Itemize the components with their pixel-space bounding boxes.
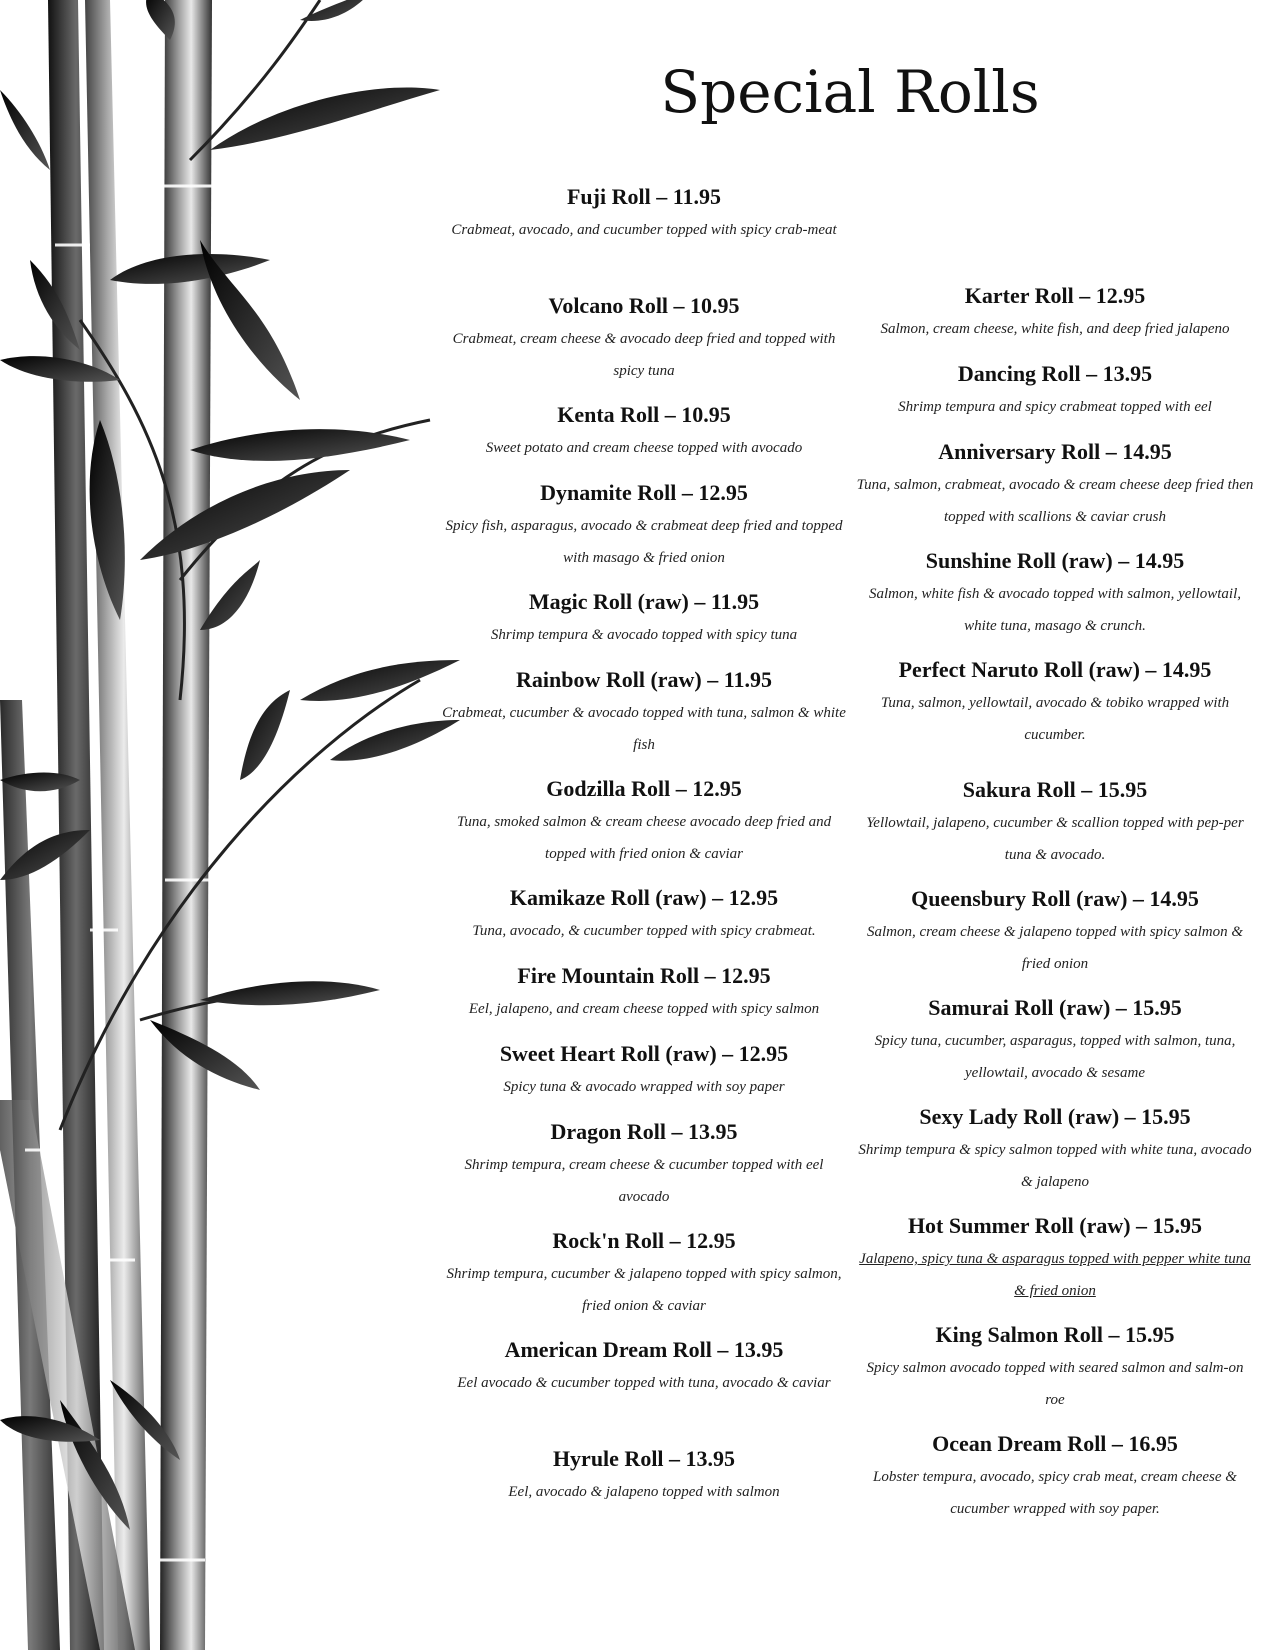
menu-item (850, 653, 1260, 773)
menu-column-left (434, 180, 854, 1542)
menu-item (850, 279, 1260, 357)
menu-item-name: Ocean Dream Roll – 16.95 (932, 1431, 1178, 1456)
menu-item-name: Sexy Lady Roll (raw) – 15.95 (919, 1104, 1191, 1129)
menu-item-name: Volcano Roll – 10.95 (548, 293, 740, 318)
page-title: Special Rolls (660, 58, 1040, 126)
menu-item (434, 180, 854, 289)
menu-item-description: Salmon, cream cheese & jalapeno topped with spicy salmon & fried onion (866, 924, 1244, 972)
menu-item (850, 544, 1260, 653)
menu-item-description: Spicy fish, asparagus, avocado & crabmeat deep fried and topped with masago & fried onion (445, 518, 843, 566)
menu-item-description: Eel, jalapeno, and cream cheese topped with spicy salmon (468, 1001, 820, 1017)
menu-item-description: Shrimp tempura & avocado topped with spicy tuna (490, 627, 798, 643)
menu-item-name: Sunshine Roll (raw) – 14.95 (925, 548, 1185, 573)
menu-item (434, 1333, 854, 1442)
menu-item-description: Shrimp tempura and spicy crabmeat topped with eel (898, 399, 1212, 415)
menu-item-description: Spicy tuna, cucumber, asparagus, topped with salmon, tuna, yellowtail, avocado & sesame (874, 1033, 1236, 1081)
menu-item-name: King Salmon Roll – 15.95 (935, 1322, 1175, 1347)
menu-item-name: American Dream Roll – 13.95 (504, 1337, 784, 1362)
menu-item-name: Dynamite Roll – 12.95 (540, 480, 748, 505)
menu-item (850, 1100, 1260, 1209)
menu-item (850, 1318, 1260, 1427)
menu-item-description: Crabmeat, avocado, and cucumber topped with spicy crab-meat (451, 222, 837, 238)
menu-item-name: Sweet Heart Roll (raw) – 12.95 (499, 1041, 789, 1066)
menu-item-description: Tuna, avocado, & cucumber topped with spicy crabmeat. (472, 923, 816, 939)
menu-item-name: Rock'n Roll – 12.95 (552, 1228, 736, 1253)
menu-item (434, 289, 854, 398)
menu-item-name: Sakura Roll – 15.95 (962, 777, 1148, 802)
menu-item (434, 398, 854, 476)
menu-item (434, 959, 854, 1037)
menu-item-name: Hyrule Roll – 13.95 (552, 1446, 736, 1471)
menu-item (434, 663, 854, 772)
menu-item-description: Sweet potato and cream cheese topped with avocado (485, 440, 803, 456)
menu-item-name: Dragon Roll – 13.95 (550, 1119, 738, 1144)
menu-item-name: Perfect Naruto Roll (raw) – 14.95 (898, 657, 1212, 682)
menu-item (850, 773, 1260, 882)
menu-item-description: Yellowtail, jalapeno, cucumber & scallion topped with pep-per tuna & avocado. (866, 815, 1244, 863)
menu-item-description: Shrimp tempura & spicy salmon topped with white tuna, avocado & jalapeno (858, 1142, 1252, 1190)
bamboo-illustration (0, 0, 480, 1650)
menu-item-description: Lobster tempura, avocado, spicy crab meat, cream cheese & cucumber wrapped with soy paper. (873, 1469, 1237, 1517)
menu-item-name: Rainbow Roll (raw) – 11.95 (515, 667, 773, 692)
menu-item (434, 1037, 854, 1115)
menu-item-name: Magic Roll (raw) – 11.95 (528, 589, 760, 614)
menu-item-description: Spicy salmon avocado topped with seared salmon and salm-on roe (866, 1360, 1244, 1408)
menu-item-description: Shrimp tempura, cream cheese & cucumber topped with eel avocado (464, 1157, 824, 1205)
menu-item (434, 1224, 854, 1333)
menu-column-right (850, 279, 1260, 1536)
menu-item (850, 1427, 1260, 1536)
menu-item (850, 991, 1260, 1100)
menu-item (434, 585, 854, 663)
menu-item-name: Karter Roll – 12.95 (964, 283, 1146, 308)
menu-item (434, 1115, 854, 1224)
menu-item-name: Fire Mountain Roll – 12.95 (517, 963, 771, 988)
menu-item-description: Eel, avocado & jalapeno topped with salmon (508, 1484, 780, 1500)
menu-item-description: Shrimp tempura, cucumber & jalapeno topped with spicy salmon, fried onion & caviar (446, 1266, 842, 1314)
menu-item-description: Tuna, salmon, crabmeat, avocado & cream cheese deep fried then topped with scallions & caviar crush (856, 477, 1254, 525)
menu-item (434, 1442, 854, 1542)
menu-item (434, 476, 854, 585)
menu-item-name: Hot Summer Roll (raw) – 15.95 (907, 1213, 1203, 1238)
menu-item (850, 1209, 1260, 1318)
menu-item-description: Crabmeat, cucumber & avocado topped with tuna, salmon & white fish (442, 705, 846, 753)
menu-item-description: Salmon, cream cheese, white fish, and deep fried jalapeno (880, 321, 1230, 337)
menu-item-description: Tuna, salmon, yellowtail, avocado & tobiko wrapped with cucumber. (880, 695, 1230, 743)
menu-item-description: Tuna, smoked salmon & cream cheese avocado deep fried and topped with fried onion & caviar (456, 814, 832, 862)
menu-item (850, 357, 1260, 435)
menu-item-name: Queensbury Roll (raw) – 14.95 (911, 886, 1199, 911)
menu-item-description: Jalapeno, spicy tuna & asparagus topped with pepper white tuna & fried onion (859, 1251, 1251, 1299)
menu-item-description: Crabmeat, cream cheese & avocado deep fried and topped with spicy tuna (452, 331, 836, 379)
menu-item-description: Eel avocado & cucumber topped with tuna, avocado & caviar (457, 1375, 831, 1391)
menu-item-name: Godzilla Roll – 12.95 (546, 776, 742, 801)
menu-item-name: Kenta Roll – 10.95 (557, 402, 731, 427)
menu-item-name: Samurai Roll (raw) – 15.95 (928, 995, 1182, 1020)
menu-item (434, 772, 854, 881)
menu-item (434, 881, 854, 959)
menu-item (850, 435, 1260, 544)
menu-item-description: Spicy tuna & avocado wrapped with soy paper (503, 1079, 785, 1095)
menu-item (850, 882, 1260, 991)
menu-item-name: Dancing Roll – 13.95 (957, 361, 1153, 386)
menu-item-name: Anniversary Roll – 14.95 (938, 439, 1172, 464)
menu-item-description: Salmon, white fish & avocado topped with salmon, yellowtail, white tuna, masago & crunch. (868, 586, 1242, 634)
menu-item-name: Kamikaze Roll (raw) – 12.95 (509, 885, 779, 910)
menu-item-name: Fuji Roll – 11.95 (566, 184, 721, 209)
